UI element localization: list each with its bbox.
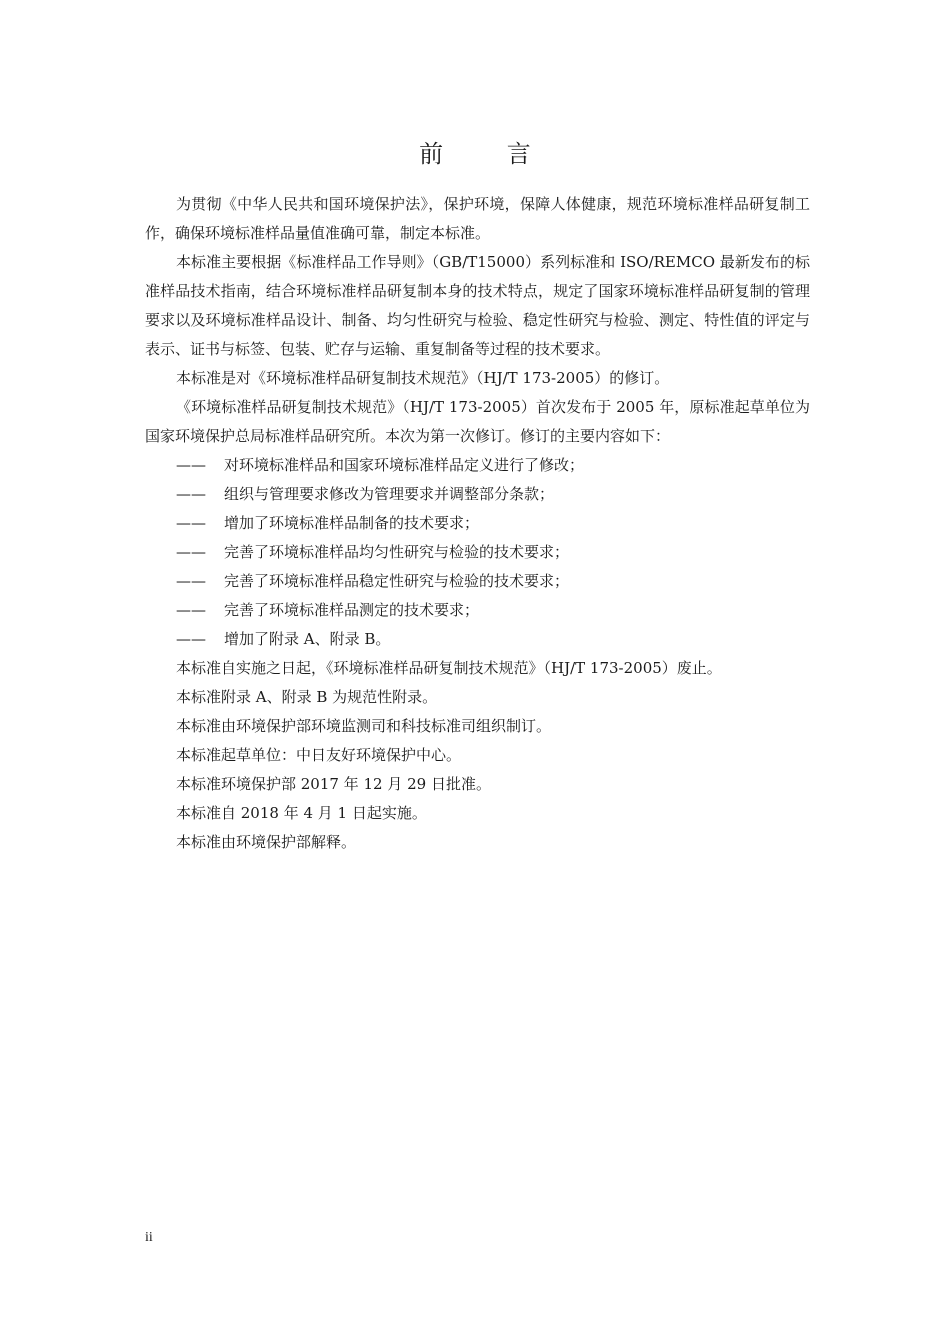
- list-item: [145, 480, 810, 509]
- paragraph: 本标准附录 A、附录 B 为规范性附录。: [176, 688, 438, 706]
- list-item-text: 增加了附录 A、附录 B。: [224, 630, 391, 648]
- paragraph: 本标准由环境保护部解释。: [176, 833, 357, 851]
- list-dash: ——: [176, 572, 206, 590]
- list-item: [145, 567, 810, 596]
- paragraph: 本标准主要根据《标准样品工作导则》（GB/T15000）系列标准和 ISO/REMCO 最新发布的标准样品技术指南，结合环境标准样品研复制本身的技术特点，规定了国家环境标准样品研复制的管理要求以及环境标准样品设计、制备、均匀性研究与检验、稳定性研究与检验、测定、特性值的评定与表示、证书与标签、包装、贮存与运输、重复制备等过程的技术要求。: [145, 253, 810, 358]
- list-item-text: 完善了环境标准样品稳定性研究与检验的技术要求；: [224, 572, 570, 590]
- page-title: 前 言: [419, 140, 559, 168]
- paragraph: 本标准自实施之日起，《环境标准样品研复制技术规范》（HJ/T 173-2005）废止。: [176, 659, 722, 677]
- paragraph: 本标准是对《环境标准样品研复制技术规范》（HJ/T 173-2005）的修订。: [176, 369, 670, 387]
- paragraph: 《环境标准样品研复制技术规范》（HJ/T 173-2005）首次发布于 2005 年，原标准起草单位为国家环境保护总局标准样品研究所。本次为第一次修订。修订的主要内容如下：: [145, 398, 810, 445]
- list-item: [145, 625, 810, 654]
- list-item: [145, 509, 810, 538]
- paragraph: 本标准环境保护部 2017 年 12 月 29 日批准。: [176, 775, 491, 793]
- paragraph: 为贯彻《中华人民共和国环境保护法》，保护环境，保障人体健康，规范环境标准样品研复制工作，确保环境标准样品量值准确可靠，制定本标准。: [145, 195, 810, 242]
- list-item: [145, 451, 810, 480]
- page-number: ii: [145, 1230, 153, 1245]
- preface-body: [145, 190, 810, 857]
- list-item-text: 对环境标准样品和国家环境标准样品定义进行了修改；: [224, 456, 585, 474]
- list-dash: ——: [176, 514, 206, 532]
- list-item-text: 增加了环境标准样品制备的技术要求；: [224, 514, 480, 532]
- list-item-text: 完善了环境标准样品测定的技术要求；: [224, 601, 480, 619]
- list-dash: ——: [176, 485, 206, 503]
- list-item-text: 组织与管理要求修改为管理要求并调整部分条款；: [224, 485, 555, 503]
- list-dash: ——: [176, 543, 206, 561]
- list-dash: ——: [176, 630, 206, 648]
- paragraph: 本标准自 2018 年 4 月 1 日起实施。: [176, 804, 427, 822]
- list-dash: ——: [176, 456, 206, 474]
- paragraph: 本标准由环境保护部环境监测司和科技标准司组织制订。: [176, 717, 552, 735]
- list-item: [145, 596, 810, 625]
- list-item-text: 完善了环境标准样品均匀性研究与检验的技术要求；: [224, 543, 570, 561]
- paragraph: 本标准起草单位：中日友好环境保护中心。: [176, 746, 462, 764]
- list-item: [145, 538, 810, 567]
- list-dash: ——: [176, 601, 206, 619]
